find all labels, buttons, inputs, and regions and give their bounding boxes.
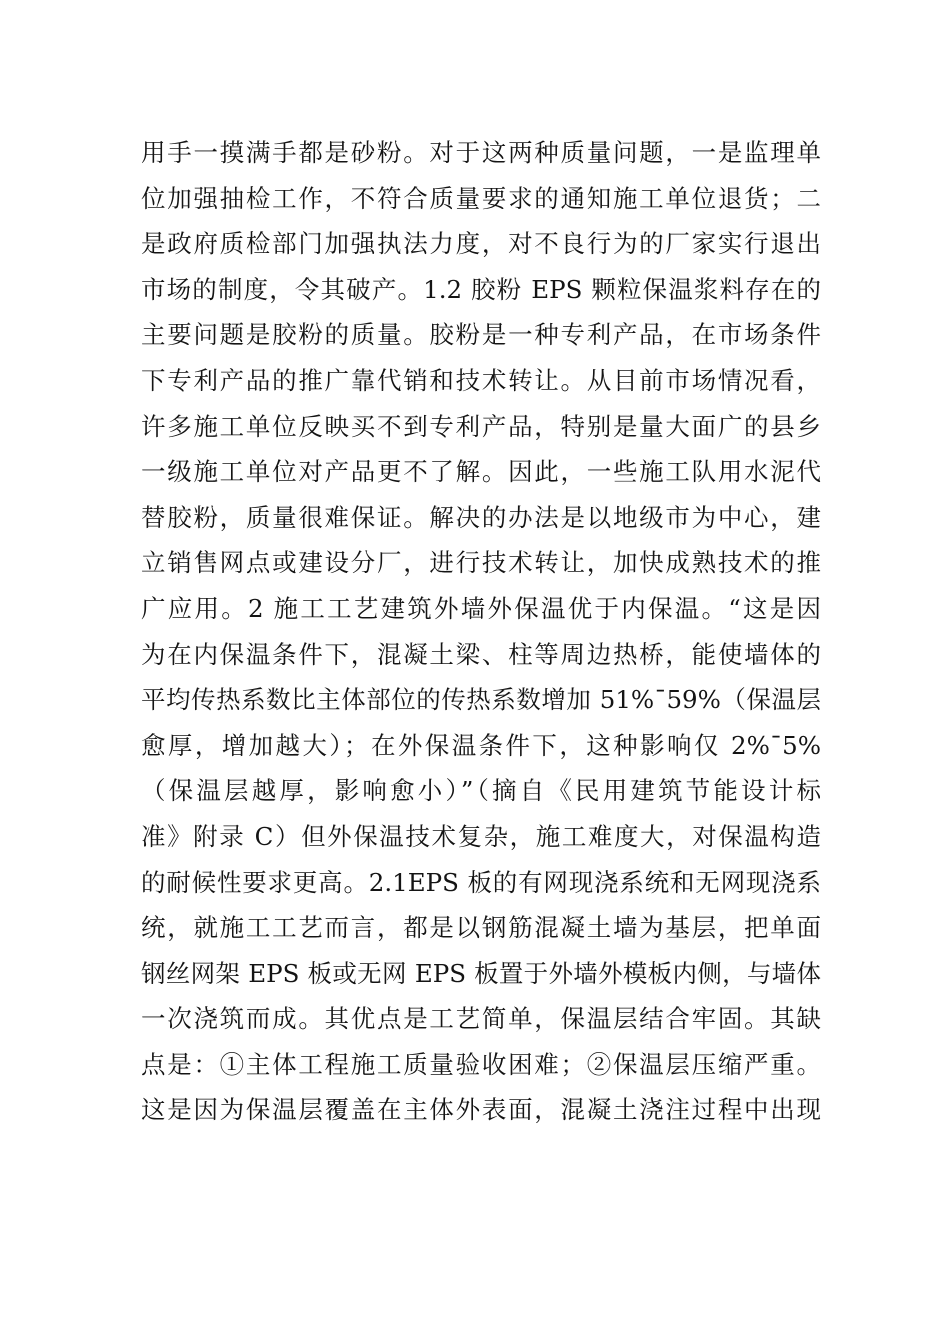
text-line: 广应用。2 施工工艺建筑外墙外保温优于内保温。“这是因	[141, 593, 821, 623]
text-line: 主要问题是胶粉的质量。胶粉是一种专利产品，在市场条件	[141, 320, 821, 350]
text-line: 市场的制度，令其破产。1.2 胶粉 EPS 颗粒保温浆料存在的	[141, 274, 821, 304]
text-line: 一级施工单位对产品更不了解。因此，一些施工队用水泥代	[141, 457, 821, 487]
text-line: 愈厚，增加越大）；在外保温条件下，这种影响仅 2%¯5%	[141, 730, 821, 760]
text-line: 一次浇筑而成。其优点是工艺简单，保温层结合牢固。其缺	[141, 1004, 821, 1034]
text-line: 立销售网点或建设分厂，进行技术转让，加快成熟技术的推	[141, 548, 821, 578]
text-line: 的耐候性要求更高。2.1EPS 板的有网现浇系统和无网现浇系	[141, 867, 821, 897]
text-line: 点是：①主体工程施工质量验收困难；②保温层压缩严重。	[141, 1049, 821, 1079]
text-line: 平均传热系数比主体部位的传热系数增加 51%¯59%（保温层	[141, 685, 821, 715]
text-line: 用手一摸满手都是砂粉。对于这两种质量问题，一是监理单	[141, 138, 821, 167]
text-line: 下专利产品的推广靠代销和技术转让。从目前市场情况看，	[141, 365, 821, 395]
text-line: （保温层越厚，影响愈小）”（摘自《民用建筑节能设计标	[141, 776, 821, 806]
text-line: 替胶粉，质量很难保证。解决的办法是以地级市为中心，建	[141, 502, 821, 532]
text-line: 这是因为保温层覆盖在主体外表面，混凝土浇注过程中出现	[141, 1095, 821, 1125]
text-line: 许多施工单位反映买不到专利产品，特别是量大面广的县乡	[141, 411, 821, 441]
text-line: 统，就施工工艺而言，都是以钢筋混凝土墙为基层，把单面	[141, 913, 821, 943]
text-line: 准》附录 C）但外保温技术复杂，施工难度大，对保温构造	[141, 821, 821, 851]
text-line: 为在内保温条件下，混凝土梁、柱等周边热桥，能使墙体的	[141, 639, 821, 669]
text-line: 位加强抽检工作，不符合质量要求的通知施工单位退货；二	[141, 183, 821, 213]
text-line: 是政府质检部门加强执法力度，对不良行为的厂家实行退出	[141, 229, 821, 259]
text-line: 钢丝网架 EPS 板或无网 EPS 板置于外墙外模板内侧，与墙体	[141, 958, 821, 988]
body-text	[141, 130, 821, 1133]
